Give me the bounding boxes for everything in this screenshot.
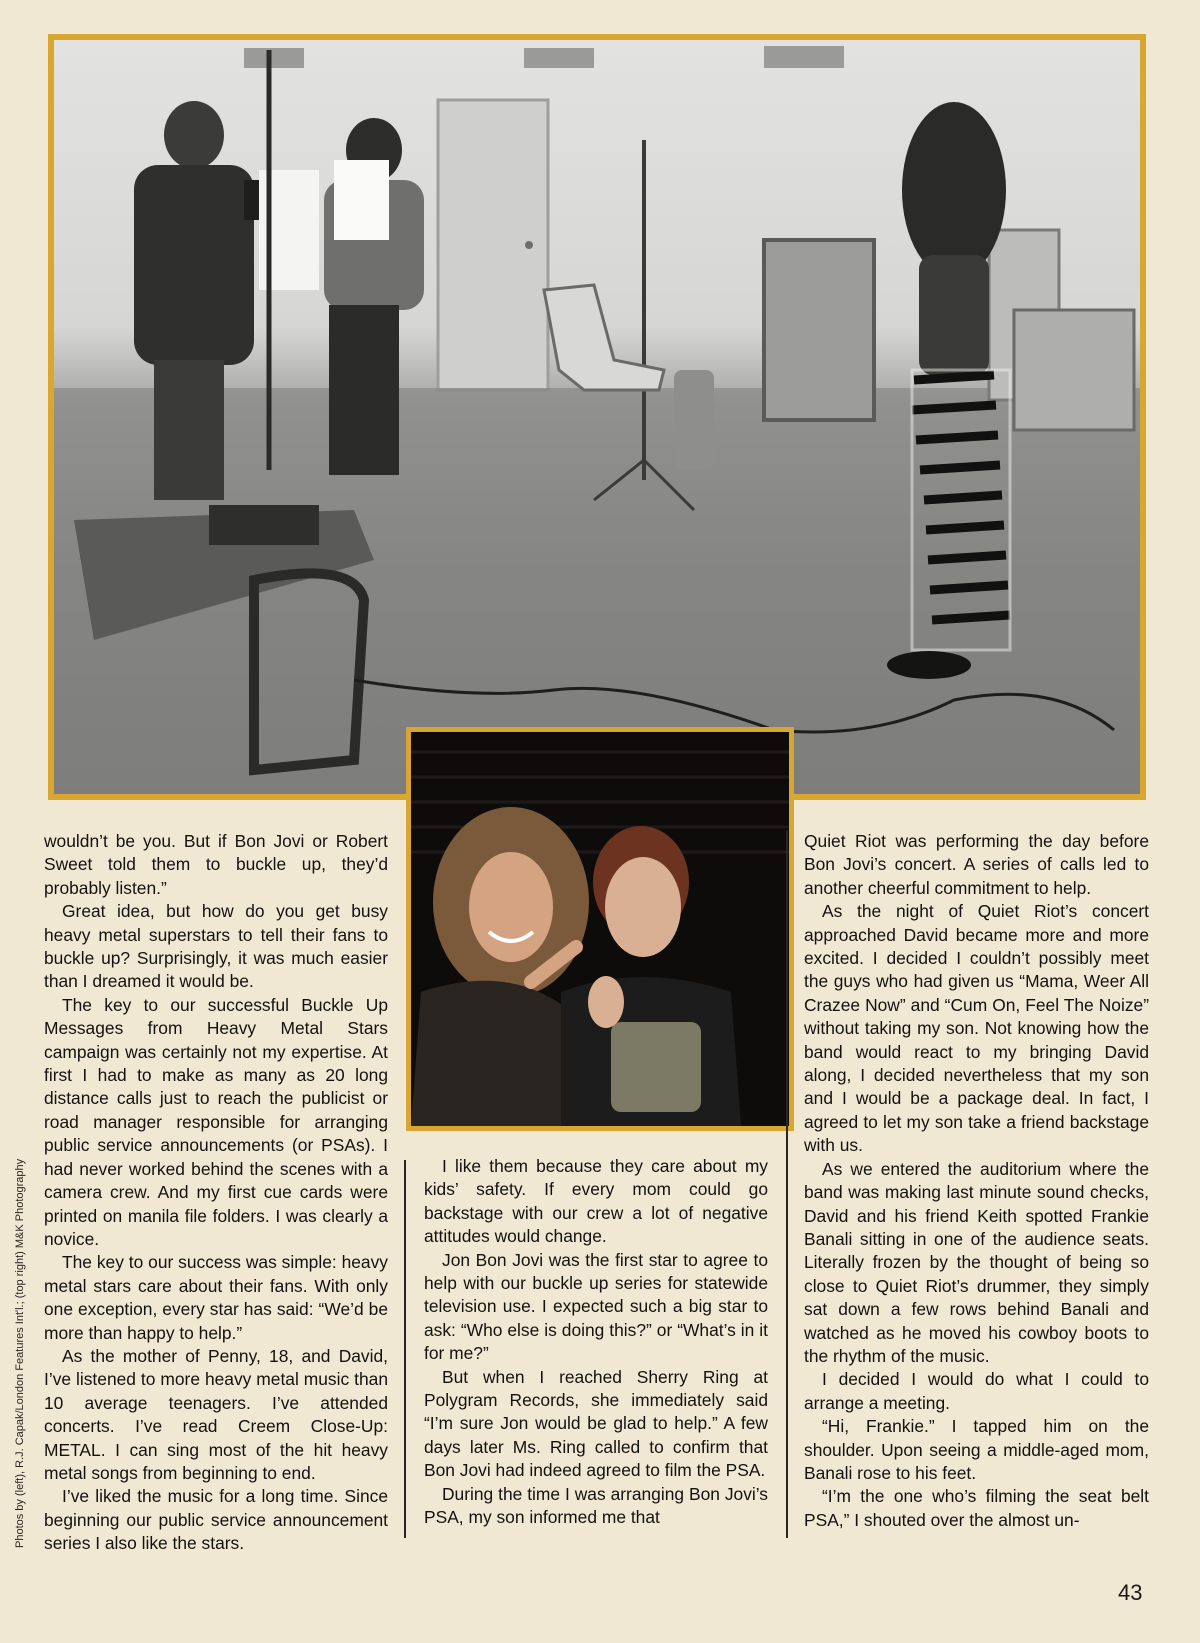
article-column-right [804,830,1149,1532]
paragraph: As the night of Quiet Riot’s concert approached David became more and more excited. I decided I couldn’t possibly meet the guys who had given us “Mama, Weer All Crazee Now” and “Cum On, Feel The Noize” without taking my son. Not knowing how the band would react to my bringing David along, I decided nevertheless that my son and I would be a package deal. In fact, I agreed to let my son take a friend backstage with us. [804,901,1149,1156]
paragraph: wouldn’t be you. But if Bon Jovi or Robert Sweet told them to buckle up, they’d probably listen.” [44,831,388,898]
paragraph: I decided I would do what I could to arrange a meeting. [804,1369,1149,1413]
main-photo-illustration [54,40,1140,794]
paragraph: I like them because they care about my kids’ safety. If every mom could go backstage with our crew a lot of negative attitudes would change. [424,1156,768,1247]
paragraph: “I’m the one who’s filming the seat belt PSA,” I shouted over the almost un- [804,1486,1149,1530]
page-number: 43 [1118,1580,1143,1605]
paragraph: Great idea, but how do you get busy heavy metal superstars to tell their fans to buckle up? Surprisingly, it was much easier than I dreamed it would be. [44,901,388,992]
article-column-middle [424,1155,768,1530]
paragraph: During the time I was arranging Bon Jovi’s PSA, my son informed me that [424,1483,768,1528]
inset-photo-illustration [411,732,789,1126]
paragraph: Quiet Riot was performing the day before Bon Jovi’s concert. A series of calls led to another cheerful commitment to help. [804,831,1149,898]
paragraph: The key to our success was simple: heavy metal stars care about their fans. With only one exception, every star has said: “We’d be more than happy to help.” [44,1252,388,1343]
paragraph: I’ve liked the music for a long time. Since beginning our public service announcement series I also like the stars. [44,1486,388,1554]
paragraph: The key to our successful Buckle Up Messages from Heavy Metal Stars campaign was certainly not my expertise. At first I had to make as many as 20 long distance calls just to reach the publicist or road manager responsible for arranging public service announcements (or PSAs). I had never worked behind the scenes with a camera crew. And my first cue cards were printed on manila file folders. I was clearly a novice. [44,994,388,1249]
inset-photo [406,727,794,1131]
column-divider [786,830,788,1538]
photo-credit: Photos by (left), R.J. Capak/London Features Int'l.; (top right) M&K Photography [14,1158,26,1548]
main-photo [48,34,1146,800]
paragraph: As the mother of Penny, 18, and David, I’ve listened to more heavy metal music than 10 average teenagers. I’ve attended concerts. I’ve read Creem Close-Up: METAL. I can sing most of the hit heavy metal songs from beginning to end. [44,1345,388,1483]
paragraph: As we entered the auditorium where the band was making last minute sound checks, David and his friend Keith spotted Frankie Banali sitting in one of the audience seats. Literally frozen by the thought of being so close to Quiet Riot’s drummer, they simply sat down a few rows behind Banali and watched as he moved his cowboy boots to the rhythm of the music. [804,1158,1149,1366]
article-column-left [44,830,388,1556]
paragraph: But when I reached Sherry Ring at Polygram Records, she immediately said “I’m sure Jon would be glad to help.” A few days later Ms. Ring called to confirm that Bon Jovi had indeed agreed to film the PSA. [424,1366,768,1481]
column-divider [404,1160,406,1538]
paragraph: “Hi, Frankie.” I tapped him on the shoulder. Upon seeing a middle-aged mom, Banali rose to his feet. [804,1416,1149,1483]
paragraph: Jon Bon Jovi was the first star to agree to help with our buckle up series for statewide television use. I expected such a big star to ask: “Who else is doing this?” or “What’s in it for me?” [424,1249,768,1364]
